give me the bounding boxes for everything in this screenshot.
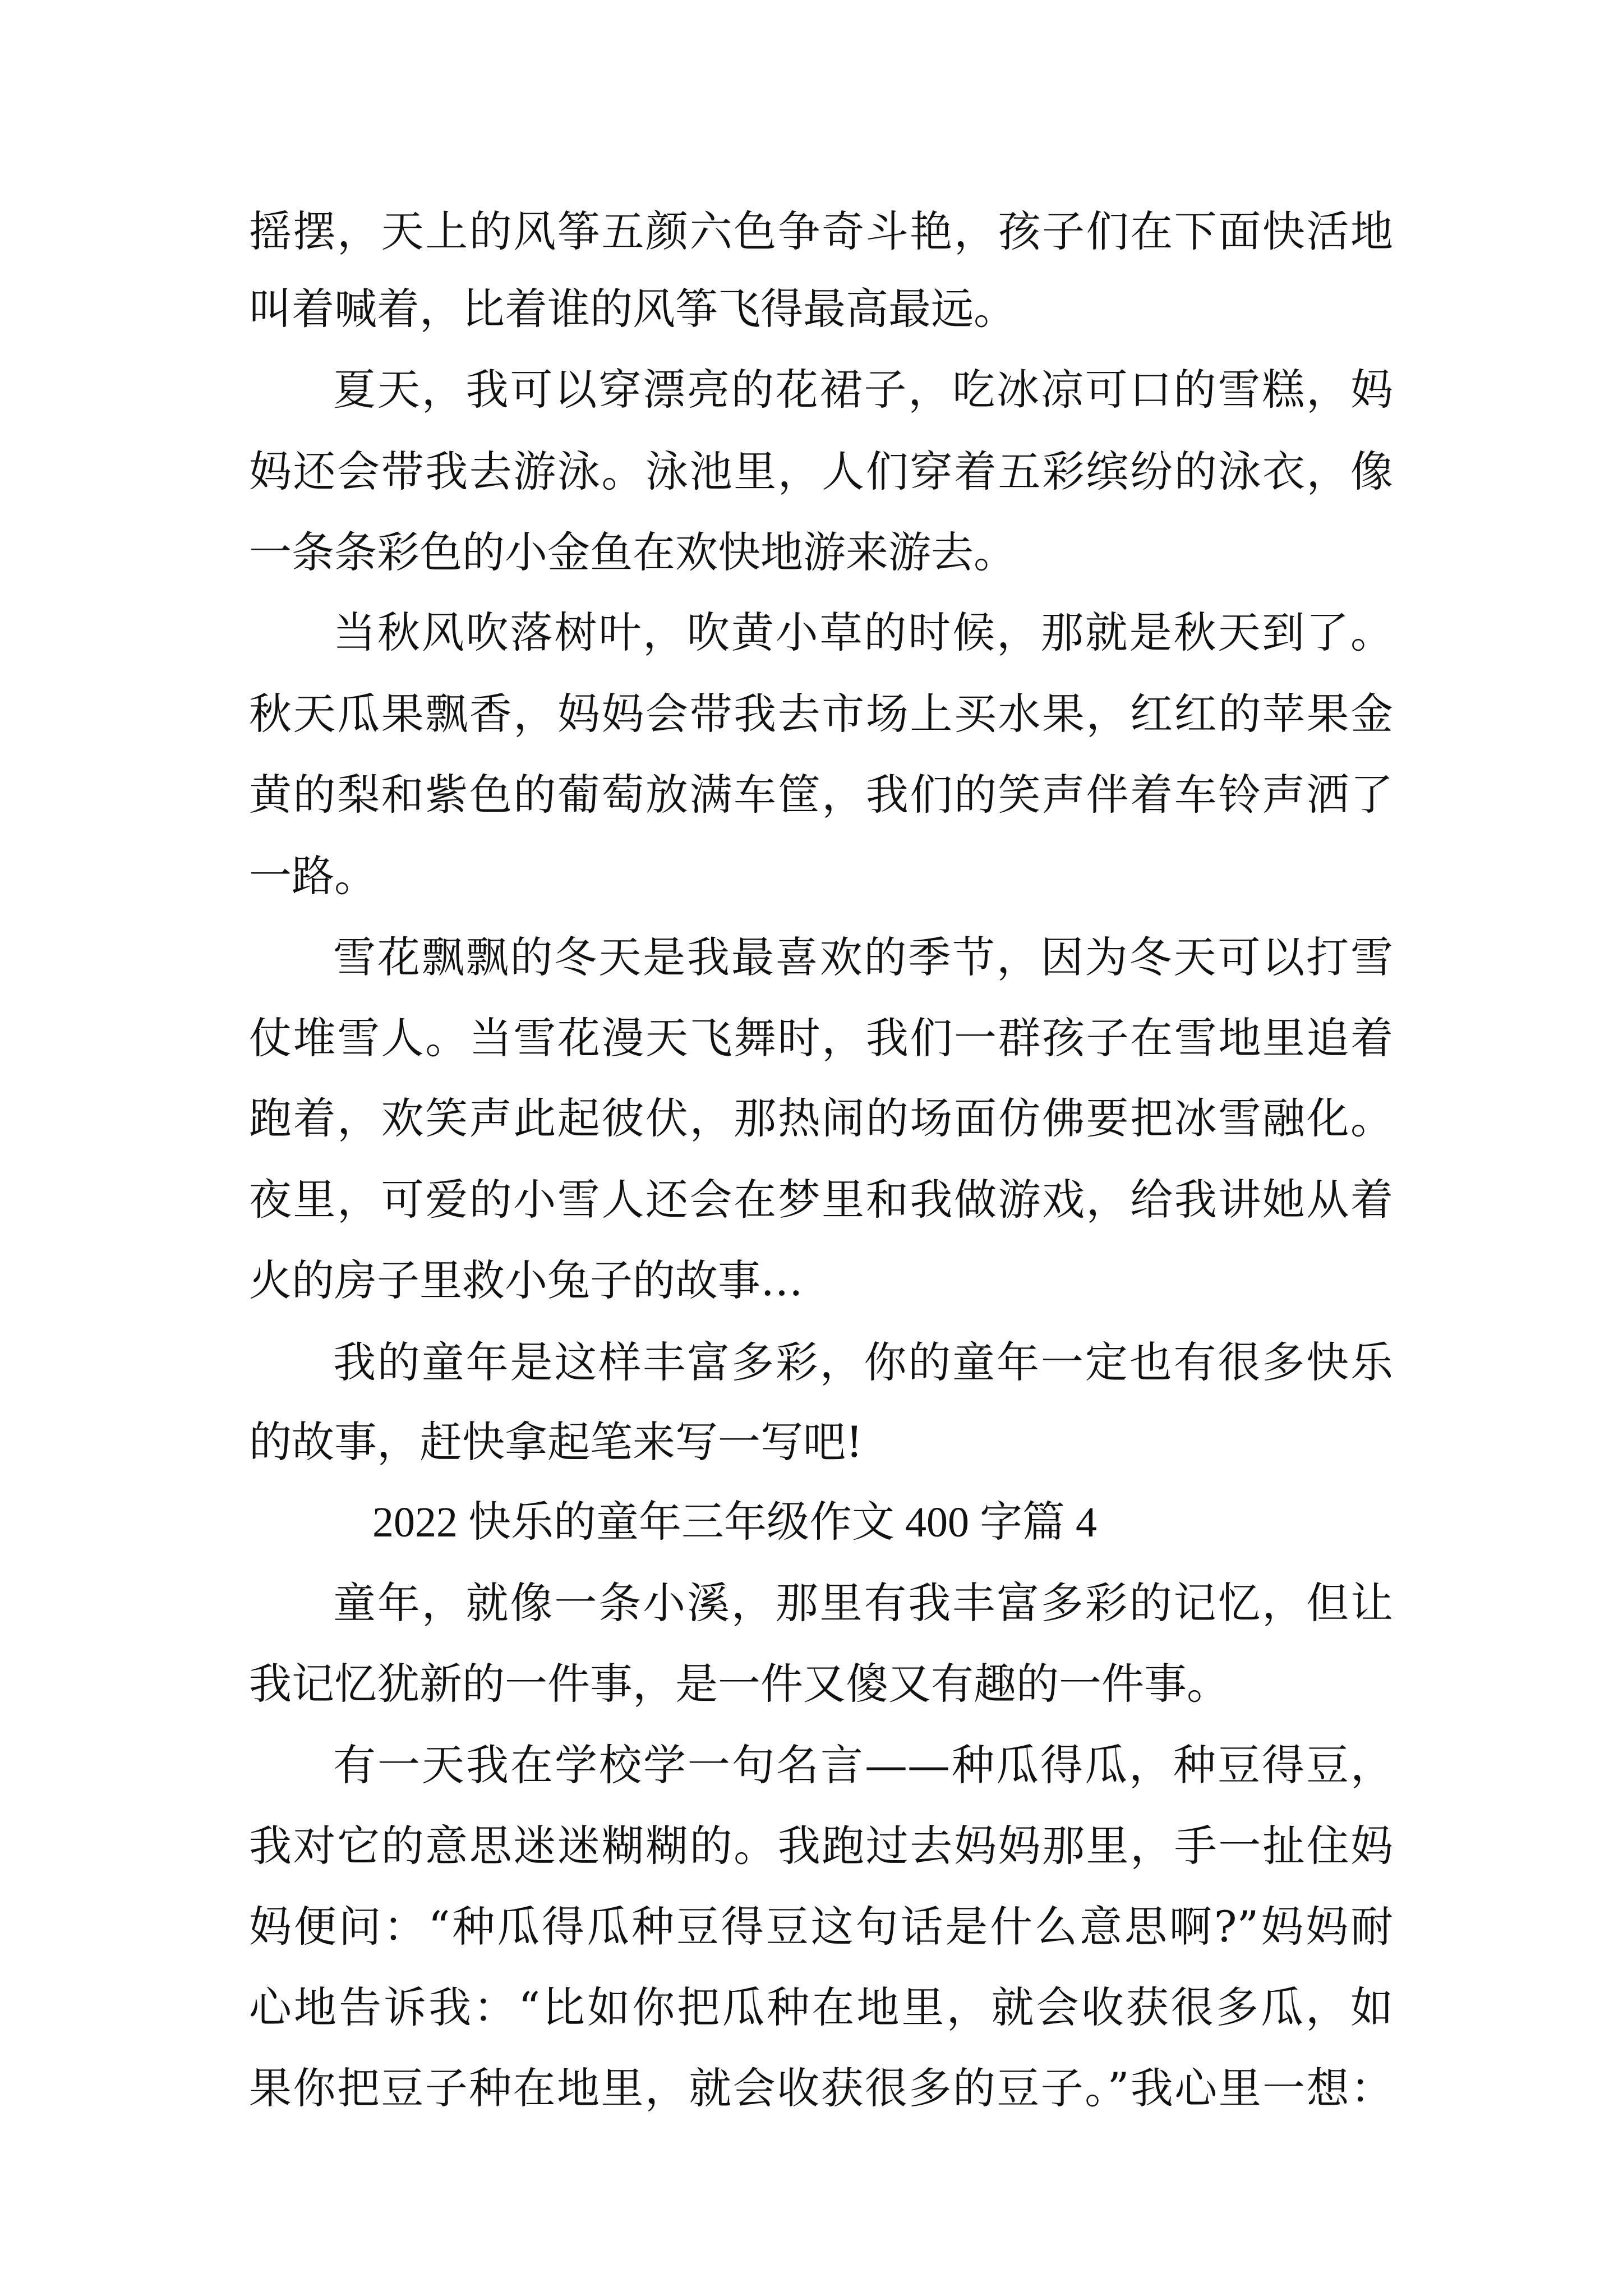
text-line: 一条条彩色的小金鱼在欢快地游来游去。 bbox=[249, 527, 1016, 577]
text-line: 火的房子里救小兔子的故事… bbox=[249, 1255, 803, 1305]
text-line: 仗堆雪人。当雪花漫天飞舞时，我们一群孩子在雪地里追着 bbox=[249, 1013, 1393, 1063]
text-line: 当秋风吹落树叶，吹黄小草的时候，那就是秋天到了。 bbox=[333, 608, 1393, 657]
text-line: 我的童年是这样丰富多彩，你的童年一定也有很多快乐 bbox=[333, 1337, 1393, 1387]
text-line: 夜里，可爱的小雪人还会在梦里和我做游戏，给我讲她从着 bbox=[249, 1175, 1393, 1225]
text-line: 摇摆，天上的风筝五颜六色争奇斗艳，孩子们在下面快活地 bbox=[249, 206, 1393, 256]
text-line: 雪花飘飘的冬天是我最喜欢的季节，因为冬天可以打雪 bbox=[333, 932, 1393, 982]
text-line: 黄的梨和紫色的葡萄放满车筐，我们的笑声伴着车铃声洒了 bbox=[249, 770, 1393, 820]
text-line: 秋天瓜果飘香，妈妈会带我去市场上买水果，红红的苹果金 bbox=[249, 689, 1393, 739]
text-line: 我对它的意思迷迷糊糊的。我跑过去妈妈那里，手一扯住妈 bbox=[249, 1821, 1393, 1871]
text-line: 心地告诉我：“比如你把瓜种在地里，就会收获很多瓜，如 bbox=[249, 1982, 1393, 2032]
text-line: 叫着喊着，比着谁的风筝飞得最高最远。 bbox=[249, 284, 1016, 334]
text-line: 果你把豆子种在地里，就会收获很多的豆子。”我心里一想： bbox=[249, 2063, 1393, 2113]
text-line: 妈还会带我去游泳。泳池里，人们穿着五彩缤纷的泳衣，像 bbox=[249, 447, 1393, 496]
text-line: 一路。 bbox=[249, 851, 377, 901]
text-line: 夏天，我可以穿漂亮的花裙子，吃冰凉可口的雪糕，妈 bbox=[333, 365, 1393, 415]
section-heading: 2022 快乐的童年三年级作文 400 字篇 4 bbox=[372, 1499, 1097, 1546]
text-line: 跑着，欢笑声此起彼伏，那热闹的场面仿佛要把冰雪融化。 bbox=[249, 1093, 1393, 1143]
text-line: 的故事，赶快拿起笔来写一写吧! bbox=[249, 1417, 863, 1467]
text-line: 童年，就像一条小溪，那里有我丰富多彩的记忆，但让 bbox=[333, 1578, 1393, 1628]
text-line: 有一天我在学校学一句名言——种瓜得瓜，种豆得豆， bbox=[333, 1740, 1393, 1790]
text-line: 我记忆犹新的一件事，是一件又傻又有趣的一件事。 bbox=[249, 1659, 1229, 1709]
text-line: 妈便问：“种瓜得瓜种豆得豆这句话是什么意思啊?”妈妈耐 bbox=[249, 1902, 1393, 1952]
